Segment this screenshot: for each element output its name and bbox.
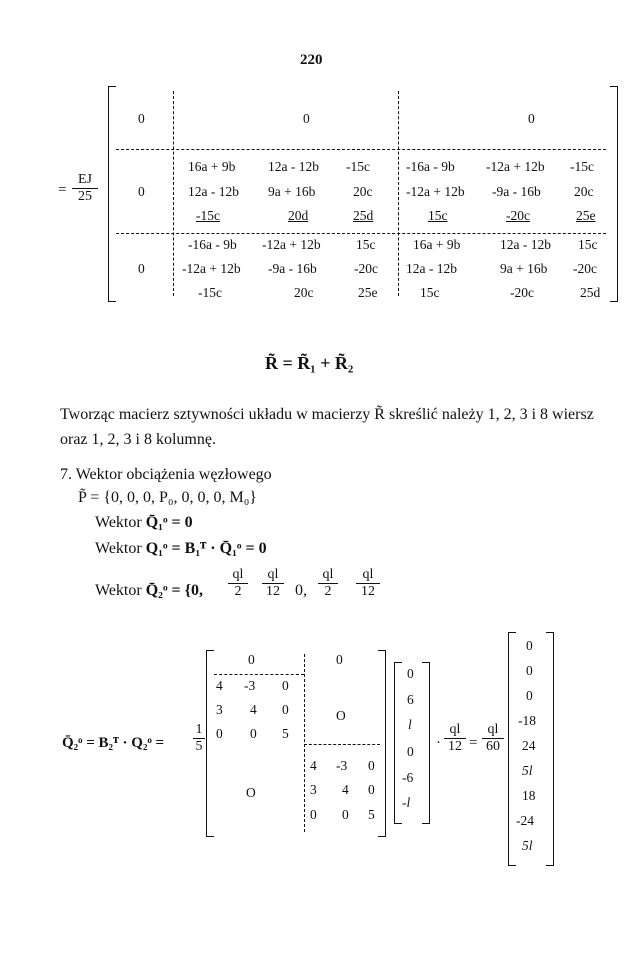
result-vector (508, 632, 554, 864)
res-2: 0 (526, 688, 533, 703)
load-vector-p: P̃ = {0, 0, 0, P₀, 0, 0, 0, M₀} (78, 489, 257, 506)
divider-v1 (173, 91, 174, 296)
res-8: 5l (522, 838, 533, 853)
b23-r0c0: 16a + 9b (413, 237, 461, 252)
rb-01: -3 (336, 758, 348, 773)
equation-r-sum: R̃ = R̃₁ + R̃₂ (265, 353, 354, 373)
vec-4: -6 (402, 770, 414, 785)
res-5: 5l (522, 763, 533, 778)
rb-21: 0 (342, 807, 349, 822)
mult-dot: · (436, 735, 441, 751)
b23-r2c2: 25d (580, 285, 601, 300)
m1-mid-left: 0 (138, 184, 145, 199)
b22-r2c2: 25e (358, 285, 378, 300)
b23-r1c1: 9a + 16b (500, 261, 548, 276)
rb-00: 4 (310, 758, 317, 773)
q2bar-line: Wektor Q̄₂ᵒ = {0, (95, 582, 203, 599)
b23-r0c1: 12a - 12b (500, 237, 551, 252)
stiffness-matrix (108, 86, 618, 300)
res-3: -18 (518, 713, 536, 728)
m2-topright-0: 0 (336, 652, 343, 667)
rb-10: 3 (310, 782, 317, 797)
b13-r0c0: -16a - 9b (406, 159, 455, 174)
b13-r0c1: -12a + 12b (486, 159, 545, 174)
local-load-vector (394, 662, 430, 822)
frac-neg-ql-12: $\frac{ql}{12}$ (356, 567, 380, 600)
b13-r2c0: 15c (428, 208, 448, 223)
b12-r1c0: 12a - 12b (188, 184, 239, 199)
b13-r2c2: 25e (576, 208, 596, 223)
b12-r1c1: 9a + 16b (268, 184, 316, 199)
b12-r2c2: 25d (353, 208, 374, 223)
frac-ql-12: $\frac{ql}{12}$ (262, 567, 284, 600)
lb-00: 4 (216, 678, 223, 693)
b22-r1c0: -12a + 12b (182, 261, 241, 276)
transformation-matrix (206, 650, 386, 835)
b12-r0c1: 12a - 12b (268, 159, 319, 174)
b22-r0c2: 15c (356, 237, 376, 252)
b23-r2c1: -20c (510, 285, 534, 300)
lb-21: 0 (250, 726, 257, 741)
res-4: 24 (522, 738, 536, 753)
rb-12: 0 (368, 782, 375, 797)
m2-top-0: 0 (248, 652, 255, 667)
b12-r1c2: 20c (353, 184, 373, 199)
vec-3: 0 (407, 744, 414, 759)
b13-r0c2: -15c (570, 159, 594, 174)
b22-r2c0: -15c (198, 285, 222, 300)
lb-11: 4 (250, 702, 257, 717)
m2-zero-tr: O (336, 708, 346, 723)
rb-02: 0 (368, 758, 375, 773)
divider-h1 (116, 149, 606, 150)
divider-v2 (398, 91, 399, 296)
m2-zero-bl: O (246, 785, 256, 800)
res-6: 18 (522, 788, 536, 803)
b12-r2c1: 20d (288, 208, 309, 223)
b13-r1c2: 20c (574, 184, 594, 199)
b22-r0c1: -12a + 12b (262, 237, 321, 252)
b22-r2c1: 20c (294, 285, 314, 300)
rb-20: 0 (310, 807, 317, 822)
lb-22: 5 (282, 726, 289, 741)
frac-ql-2: $\frac{ql}{2}$ (228, 567, 248, 600)
frac-neg-ql-2: $\frac{ql}{2}$ (318, 567, 338, 600)
res-0: 0 (526, 638, 533, 653)
b23-r1c2: -20c (573, 261, 597, 276)
lb-02: 0 (282, 678, 289, 693)
lb-20: 0 (216, 726, 223, 741)
vec-1: 6 (407, 692, 414, 707)
lb-12: 0 (282, 702, 289, 717)
b23-r0c2: 15c (578, 237, 598, 252)
b13-r2c1: -20c (506, 208, 530, 223)
res-1: 0 (526, 663, 533, 678)
left-bracket (108, 86, 116, 302)
b12-r0c0: 16a + 9b (188, 159, 236, 174)
b23-r2c0: 15c (420, 285, 440, 300)
lb-01: -3 (244, 678, 256, 693)
section-7-title: 7. Wektor obciążenia węzłowego (60, 466, 272, 483)
vec-0: 0 (407, 666, 414, 681)
right-bracket (610, 86, 618, 302)
equals-sign: = (58, 182, 67, 198)
b12-r2c0: -15c (196, 208, 220, 223)
divider-h2 (116, 233, 606, 234)
q2bar-zero: 0, (295, 582, 307, 599)
page-number: 220 (300, 52, 323, 68)
paragraph-text: Tworząc macierz sztywności układu w macierzy R̃ skreślić należy 1, 2, 3 i 8 wiersz oraz 1, 2, 3 i 8 kolumnę. (60, 406, 594, 448)
b22-r0c0: -16a - 9b (188, 237, 237, 252)
b13-r1c1: -9a - 16b (492, 184, 541, 199)
vec-2: l (408, 717, 412, 732)
res-7: -24 (516, 813, 534, 828)
rb-11: 4 (342, 782, 349, 797)
m1-top-0c: 0 (528, 111, 535, 126)
frac-ql-60: $\frac{ql}{60}$ (482, 722, 504, 755)
b12-r0c2: -15c (346, 159, 370, 174)
q1-line: Wektor Q₁ᵒ = B₁ᵀ · Q̄₁ᵒ = 0 (95, 540, 267, 557)
m1-top-0a: 0 (138, 111, 145, 126)
b22-r1c2: -20c (354, 261, 378, 276)
rb-22: 5 (368, 807, 375, 822)
matrix1-coefficient: $\frac{EJ}{25}$ (72, 172, 98, 205)
vec-5: -l (402, 795, 411, 810)
frac-ql-12-m2: $\frac{ql}{12}$ (444, 722, 466, 755)
b23-r1c0: 12a - 12b (406, 261, 457, 276)
b13-r1c0: -12a + 12b (406, 184, 465, 199)
q2-lhs: Q̄₂ᵒ = B₂ᵀ · Q₂ᵒ = (62, 735, 165, 751)
q1bar-line: Wektor Q̄₁ᵒ = 0 (95, 514, 193, 531)
lb-10: 3 (216, 702, 223, 717)
m1-bottom-left: 0 (138, 261, 145, 276)
matrix2-coefficient: $\frac{1}{5}$ (193, 722, 205, 755)
b22-r1c1: -9a - 16b (268, 261, 317, 276)
m1-top-0b: 0 (303, 111, 310, 126)
equals-m2: = (469, 735, 478, 751)
